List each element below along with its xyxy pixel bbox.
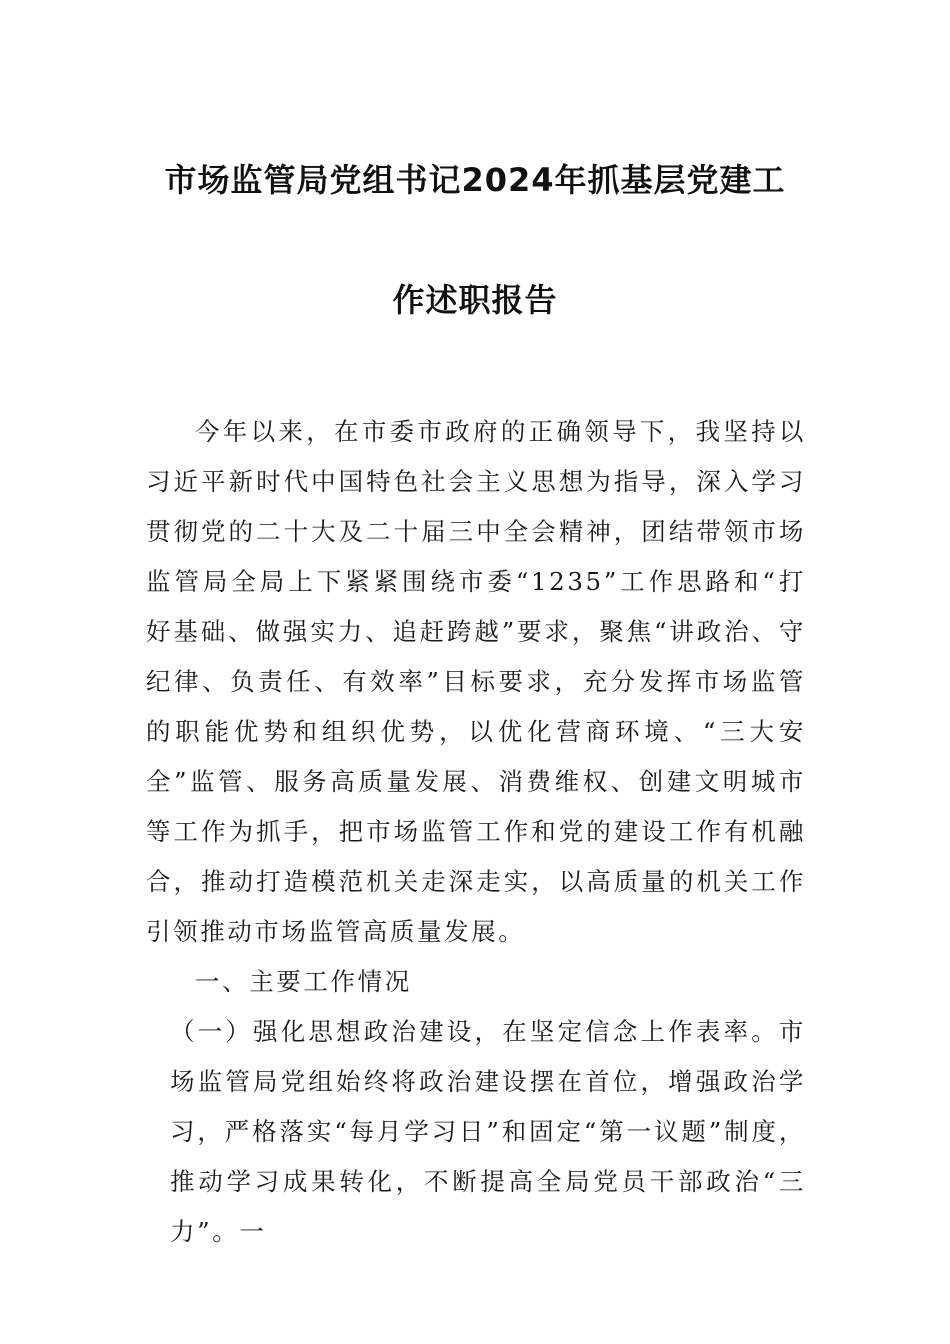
document-body xyxy=(146,407,806,1257)
section-1-paragraph: （一）强化思想政治建设，在坚定信念上作表率。市场监管局党组始终将政治建设摆在首位，增强政治学习，严格落实“每月学习日”和固定“第一议题”制度，推动学习成果转化，不断提高全局党员干部政治“三力”。一 xyxy=(170,1017,806,1246)
section-1-heading: 一、主要工作情况 xyxy=(195,967,412,996)
intro-paragraph: 今年以来，在市委市政府的正确领导下，我坚持以习近平新时代中国特色社会主义思想为指导，深入学习贯彻党的二十大及二十届三中全会精神，团结带领市场监管局全局上下紧紧围绕市委“1235”工作思路和“打好基础、做强实力、追赶跨越”要求，聚焦“讲政治、守纪律、负责任、有效率”目标要求，充分发挥市场监管的职能优势和组织优势，以优化营商环境、“三大安全”监管、服务高质量发展、消费维权、创建文明城市等工作为抓手，把市场监管工作和党的建设工作有机融合，推动打造模范机关走深走实，以高质量的机关工作引领推动市场监管高质量发展。 xyxy=(146,417,806,946)
document-title-line-1: 市场监管局党组书记2024年抓基层党建工 xyxy=(164,161,786,199)
document-title-line-2: 作述职报告 xyxy=(392,281,558,319)
